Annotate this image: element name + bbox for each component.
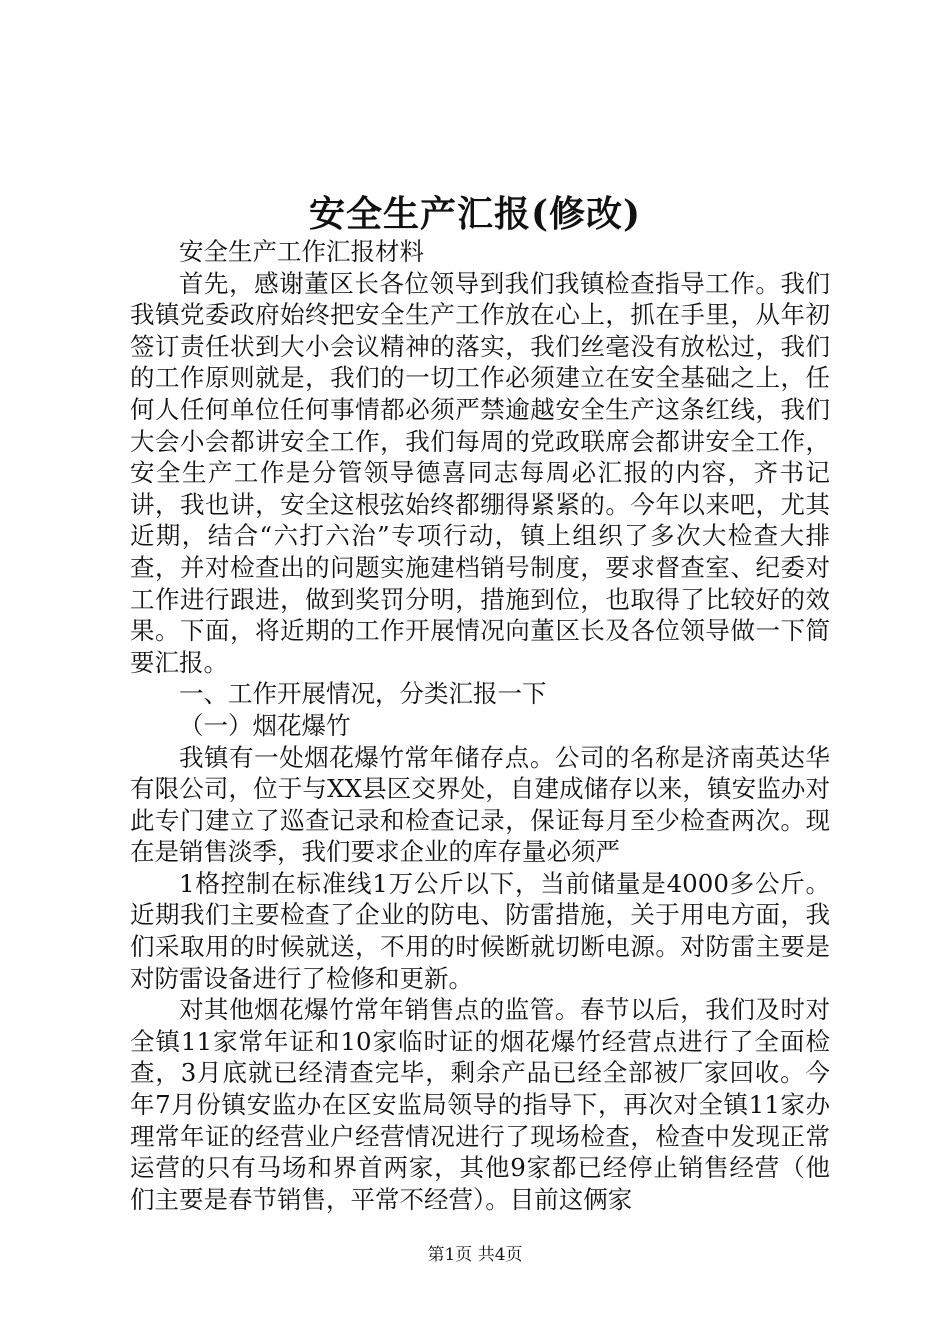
page-footer: 第1页 共4页 <box>427 1245 523 1265</box>
section-heading: 一、工作开展情况，分类汇报一下 <box>179 679 547 709</box>
subsection-heading: （一）烟花爆竹 <box>179 710 351 740</box>
document-body <box>130 236 830 1215</box>
paragraph-intro: 首先，感谢董区长各位领导到我们我镇检查指导工作。我们我镇党委政府始终把安全生产工作放在心上，抓在手里，从年初签订责任状到大小会议精神的落实，我们丝毫没有放松过，我们的工作原则就是，我们的一切工作必须建立在安全基础之上，任何人任何单位任何事情都必须严禁逾越安全生产这条红线，我们大会小会都讲安全工作，我们每周的党政联席会都讲安全工作，安全生产工作是分管领导德喜同志每周必汇报的内容，齐书记讲，我也讲，安全这根弦始终都绷得紧紧的。今年以来吧，尤其近期，结合“六打六治”专项行动，镇上组织了多次大检查大排查，并对检查出的问题实施建档销号制度，要求督查室、纪委对工作进行跟进，做到奖罚分明，措施到位，也取得了比较好的效果。下面，将近期的工作开展情况向董区长及各位领导做一下简要汇报。 <box>130 268 830 677</box>
paragraph-heading: 安全生产工作汇报材料 <box>179 237 424 266</box>
document-title: 安全生产汇报(修改) <box>308 193 642 235</box>
paragraph-storage-cont: 1格控制在标准线1万公斤以下，当前储量是4000多公斤。近期我们主要检查了企业的防电、防雷措施，关于用电方面，我们采取用的时候就送，不用的时候断就切断电源。对防雷主要是对防雷设备进行了检修和更新。 <box>130 868 830 993</box>
paragraph-sales: 对其他烟花爆竹常年销售点的监管。春节以后，我们及时对全镇11家常年证和10家临时证的烟花爆竹经营点进行了全面检查，3月底就已经清查完毕，剩余产品已经全部被厂家回收。今年7月份镇安监办在区安监局领导的指导下，再次对全镇11家办理常年证的经营业户经营情况进行了现场检查，检查中发现正常运营的只有马场和界首两家，其他9家都已经停止销售经营（他们主要是春节销售，平常不经营）。目前这俩家 <box>130 995 830 1214</box>
paragraph-storage: 我镇有一处烟花爆竹常年储存点。公司的名称是济南英达华有限公司，位于与XX县区交界处，自建成储存以来，镇安监办对此专门建立了巡查记录和检查记录，保证每月至少检查两次。现在是销售淡季，我们要求企业的库存量必须严 <box>130 742 830 867</box>
